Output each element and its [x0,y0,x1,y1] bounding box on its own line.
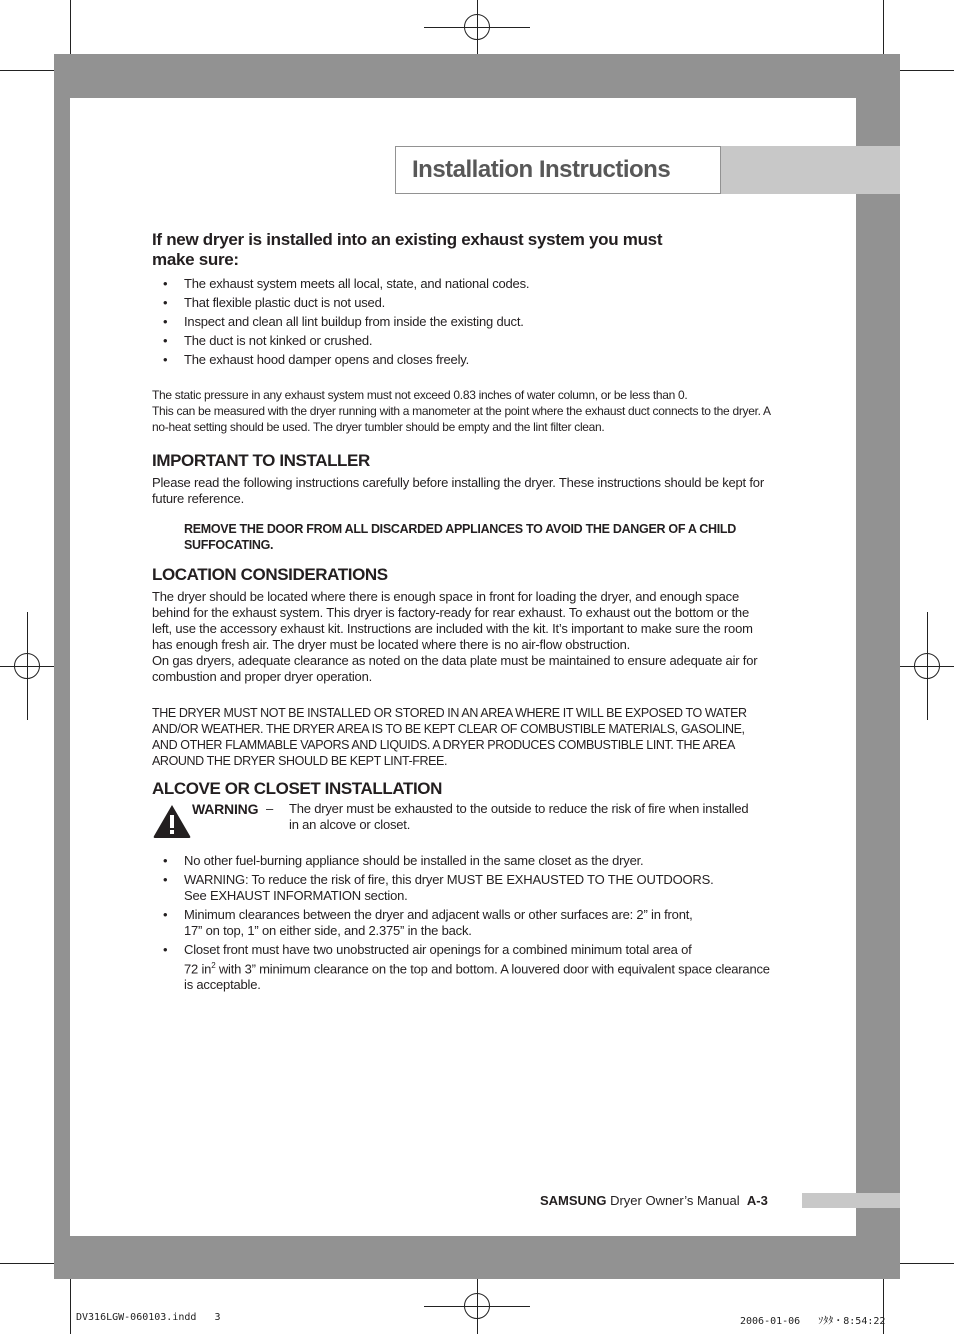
list-item [152,853,772,869]
list-item-text: Minimum clearances between the dryer and adjacent walls or other surfaces are: 2” in front, [184,907,693,922]
warning-text: The dryer must be exhausted to the outside to reduce the risk of fire when installed in an alcove or closet. [289,801,749,832]
door-warning: REMOVE THE DOOR FROM ALL DISCARDED APPLIANCES TO AVOID THE DANGER OF A CHILD SUFFOCATING. [184,522,736,552]
title-accent [721,146,900,194]
top-band [54,54,900,98]
warning-label: WARNING [192,801,259,817]
page-number: A-3 [746,1193,768,1208]
slug-file: DV316LGW-060103.indd 3 [76,1312,221,1323]
page-title-box [395,146,721,194]
crop-mark [883,0,884,54]
static-pressure-line1: The static pressure in any exhaust system must not exceed 0.83 inches of water column, or be less than 0. [152,388,688,402]
registration-mark [914,653,940,679]
right-band [856,98,900,1236]
list-item-text: See EXHAUST INFORMATION section. [184,888,408,903]
left-band [54,54,70,1279]
main-content [152,230,772,996]
list-item: • That flexible plastic duct is not used. [152,295,772,311]
alcove-warning [152,801,772,853]
registration-mark [464,14,490,40]
location-para1: The dryer should be located where there is enough space in front for loading the dryer, and enough space behind for the exhaust system. This dryer is factory-ready for rear exhaust. To exhaust out the bottom or the left, use the accessory exhaust kit. Instructions are included with the kit. It’s important to make sure the room has enough fresh air. The dryer must be located where there is no air-flow obstruction. [152,589,753,652]
list-item: • Inspect and clean all lint buildup from inside the existing duct. [152,314,772,330]
crop-mark [70,0,71,54]
list-item: • The duct is not kinked or crushed. [152,333,772,349]
existing-exhaust-list [152,276,772,368]
list-item-text: No other fuel-burning appliance should be installed in the same closet as the dryer. [184,853,644,868]
footer-manual: Dryer Owner’s Manual [606,1193,740,1208]
static-pressure-line2: This can be measured with the dryer running with a manometer at the point where the exhaust duct connects to the dryer. A no-heat setting should be used. The dryer tumbler should be empty and the lint filter clean. [152,404,771,434]
list-item-text: 72 in [184,961,212,977]
existing-exhaust-heading: If new dryer is installed into an existing exhaust system you must make sure: [152,230,663,269]
superscript: 2 [211,961,216,970]
crop-mark [70,1279,71,1334]
important-text: Please read the following instructions carefully before installing the dryer. These instructions should be kept for future reference. [152,475,764,506]
registration-mark [14,653,40,679]
list-item: • The exhaust hood damper opens and closes freely. [152,352,772,368]
list-item: • The exhaust system meets all local, state, and national codes. [152,276,772,292]
list-item [152,942,772,993]
warning-triangle-icon [152,803,192,839]
list-item-text: with 3” minimum clearance on the top and bottom. A louvered door with equivalent space clearance is acceptable. [184,961,770,993]
crop-mark [0,70,54,71]
important-heading: IMPORTANT TO INSTALLER [152,451,370,470]
alcove-list [152,853,772,993]
page-title: Installation Instructions [412,156,671,183]
location-heading: LOCATION CONSIDERATIONS [152,565,388,584]
footer-accent [802,1193,900,1208]
crop-mark [900,1263,954,1264]
crop-mark [900,70,954,71]
list-item [152,907,772,939]
location-para2: On gas dryers, adequate clearance as noted on the data plate must be maintained to ensure adequate air for combustion and proper dryer operation. [152,653,758,684]
list-item [152,872,772,904]
list-item-text: Closet front must have two unobstructed air openings for a combined minimum total area of [184,942,692,957]
registration-mark [464,1293,490,1319]
location-caps-warning: THE DRYER MUST NOT BE INSTALLED OR STORED IN AN AREA WHERE IT WILL BE EXPOSED TO WATER AND/OR WEATHER. THE DRYER AREA IS TO BE KEPT CLEAR OF COMBUSTIBLE MATERIALS, GASOLINE, AND OTHER FLAMMABLE VAPORS AND LIQUIDS. A DRYER PRODUCES COMBUSTIBLE LINT. THE AREA AROUND THE DRYER SHOULD BE KEPT LINT-FREE. [152,706,747,768]
page-footer [540,1193,768,1208]
alcove-heading: ALCOVE OR CLOSET INSTALLATION [152,779,442,798]
warning-dash: – [266,801,274,816]
slug-date: 2006-01-06 ｿﾀﾀ・8:54:22 [740,1316,886,1327]
crop-mark [0,1263,54,1264]
bottom-band [54,1236,900,1279]
footer-brand: SAMSUNG [540,1193,607,1208]
list-item-text: 17” on top, 1” on either side, and 2.375” in the back. [184,923,472,938]
list-item-text: WARNING: To reduce the risk of fire, this dryer MUST BE EXHAUSTED TO THE OUTDOORS. [184,872,714,887]
